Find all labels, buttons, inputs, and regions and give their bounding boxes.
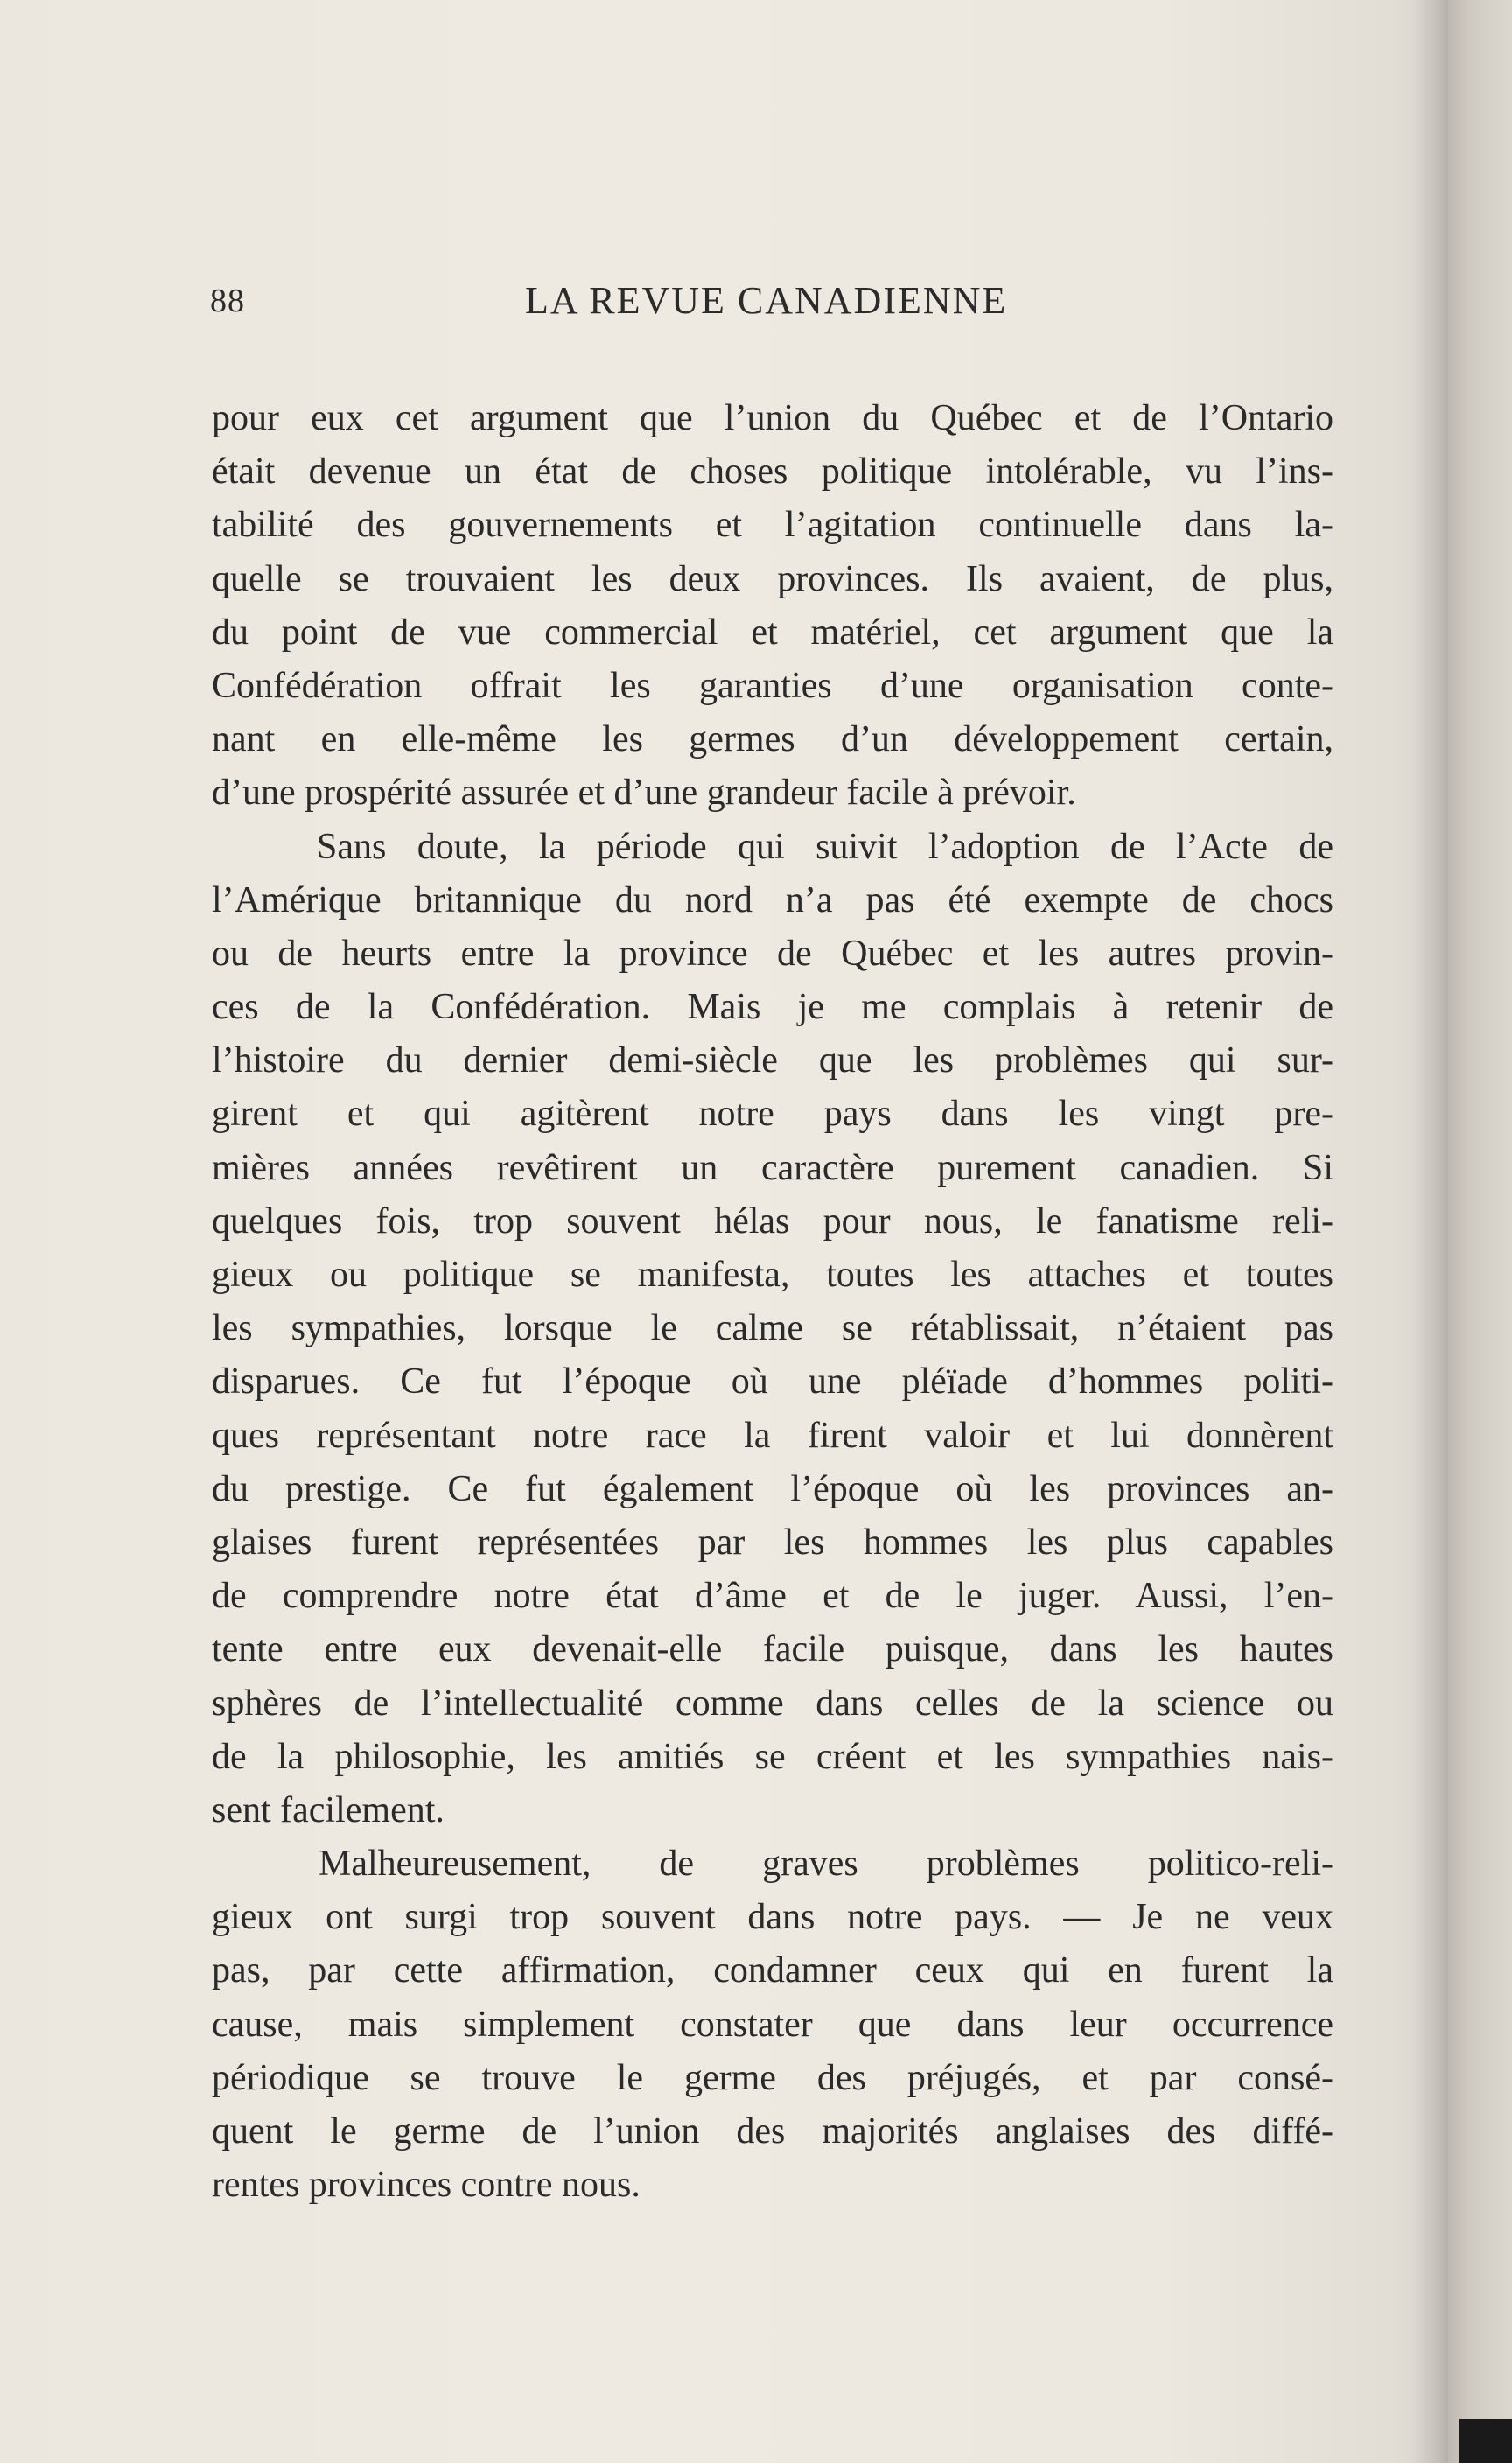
text-line: d’une prospérité assurée et d’une grandeur facile à prévoir.	[212, 773, 1076, 814]
paragraph-1	[212, 392, 1334, 821]
text-line: rentes provinces contre nous.	[212, 2165, 640, 2206]
text-line: périodique se trouve le germe des préjugés, et par consé-	[212, 2057, 1334, 2098]
text-line: l’histoire du dernier demi-siècle que les problèmes qui sur-	[212, 1040, 1334, 1081]
text-line: Malheureusement, de graves problèmes politico-reli-	[318, 1844, 1334, 1885]
text-line: ces de la Confédération. Mais je me complais à retenir de	[212, 987, 1334, 1028]
text-line: ques représentant notre race la firent valoir et lui donnèrent	[212, 1415, 1334, 1456]
text-line: gieux ou politique se manifesta, toutes les attaches et toutes	[212, 1255, 1334, 1295]
text-line: girent et qui agitèrent notre pays dans les vingt pre-	[212, 1094, 1334, 1135]
text-line: Sans doute, la période qui suivit l’adoption de l’Acte de	[317, 826, 1334, 867]
text-line: disparues. Ce fut l’époque où une pléïade d’hommes politi-	[212, 1361, 1334, 1403]
body-text	[212, 392, 1334, 2212]
text-line: cause, mais simplement constater que dans leur occurrence	[212, 2004, 1334, 2045]
text-line: sent facilement.	[212, 1789, 444, 1830]
adjacent-page-edge	[1448, 0, 1512, 2463]
text-line: ou de heurts entre la province de Québec et les autres provin-	[212, 933, 1334, 974]
text-line: quent le germe de l’union des majorités anglaises des diffé-	[212, 2111, 1334, 2152]
text-line: de comprendre notre état d’âme et de le juger. Aussi, l’en-	[212, 1576, 1334, 1617]
text-line: sphères de l’intellectualité comme dans celles de la science ou	[212, 1683, 1334, 1724]
text-line: mières années revêtirent un caractère purement canadien. Si	[212, 1147, 1334, 1188]
paragraph-3	[212, 1837, 1334, 2212]
scan-background-corner	[1460, 2419, 1512, 2463]
text-line: du prestige. Ce fut également l’époque où les provinces an-	[212, 1468, 1334, 1509]
text-line: pas, par cette affirmation, condamner ceux qui en furent la	[212, 1950, 1334, 1991]
text-line: était devenue un état de choses politique intolérable, vu l’ins-	[212, 451, 1334, 493]
text-line: pour eux cet argument que l’union du Québec et de l’Ontario	[212, 398, 1334, 438]
text-line: quelle se trouvaient les deux provinces. Ils avaient, de plus,	[212, 558, 1334, 599]
page-header	[210, 278, 1356, 331]
text-line: tabilité des gouvernements et l’agitation continuelle dans la-	[212, 505, 1334, 546]
text-line: du point de vue commercial et matériel, cet argument que la	[212, 612, 1334, 653]
running-title: LA REVUE CANADIENNE	[525, 279, 1008, 322]
text-line: de la philosophie, les amitiés se créent et les sympathies nais-	[212, 1736, 1334, 1777]
text-line: quelques fois, trop souvent hélas pour nous, le fanatisme reli-	[212, 1200, 1334, 1242]
text-line: les sympathies, lorsque le calme se rétablissait, n’étaient pas	[212, 1308, 1334, 1349]
text-line: gieux ont surgi trop souvent dans notre pays. — Je ne veux	[212, 1897, 1334, 1938]
text-line: tente entre eux devenait-elle facile puisque, dans les hautes	[212, 1629, 1334, 1670]
text-line: nant en elle-même les germes d’un développement certain,	[212, 719, 1334, 760]
page-number: 88	[210, 283, 245, 319]
text-line: Confédération offrait les garanties d’une organisation conte-	[212, 665, 1334, 706]
text-line: glaises furent représentées par les hommes les plus capables	[212, 1522, 1334, 1563]
text-line: l’Amérique britannique du nord n’a pas été exempte de chocs	[212, 879, 1334, 920]
paragraph-2	[212, 821, 1334, 1838]
